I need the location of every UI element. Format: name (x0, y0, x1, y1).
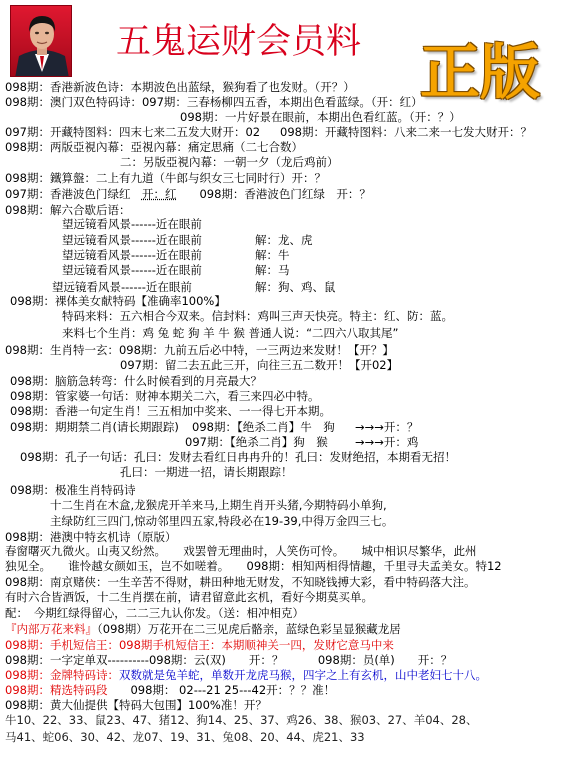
text-line (5, 683, 335, 697)
text-line (5, 730, 365, 744)
text-line (62, 326, 399, 340)
highlight-text: 098期：精选特码段 (5, 683, 108, 697)
text-line (62, 217, 202, 231)
text-line (10, 294, 226, 308)
line-text: 098期：开藏特图料：八来二来一七发大财开：？ (280, 125, 532, 139)
riddle-answer: 解：狗、鸡、鼠 (255, 280, 336, 294)
text-line (5, 140, 303, 154)
line-text: 097期：香港波色门绿红 (5, 187, 142, 201)
line-text: 098期：香港波色门红绿 开：？ (176, 187, 371, 201)
riddle-text: 望远镜看风景------近在眼前 (52, 280, 192, 294)
riddle-text: 望远镜看风景------近在眼前 (62, 263, 202, 277)
line-text: 098期：澳门双色特码诗：097期：三春杨柳四五香，本期出色看蓝绿。（开：红） (5, 95, 423, 109)
line-text: 098期：黄大仙提供【特码大包围】100%准！开？ (5, 698, 267, 712)
text-line (192, 420, 335, 434)
text-line (120, 465, 293, 479)
riddle-answer: 解：龙、虎 (255, 233, 313, 247)
line-text: 098期：裸体美女献特码【准确率100%】 (10, 294, 226, 308)
genuine-badge: 正版 (420, 38, 540, 108)
poem-text: 主绿防红三四门,惊动邻里四五家,特段必在19-39,中得万金四三七。 (50, 514, 394, 528)
text-line (255, 263, 290, 277)
riddle-text: 望远镜看风景------近在眼前 (62, 233, 202, 247)
line-text: 097期：开藏特图料：四末七来二五发大财开：02 (5, 125, 261, 139)
line-text: 098期：一字定单双----------098期：云(双) 开：？ 098期：员(单) 开：？ (5, 653, 453, 667)
number-list: 马41、蛇06、30、42、龙07、19、31、兔08、20、44、虎21、33 (5, 730, 365, 744)
line-text: 098期：管家婆一句话：财神本期关二六，看三来四必中特。 (10, 389, 320, 403)
line-text: 有时六合皆酒饭，十二生肖摆在前，请君留意此玄机，看好今期莫买单。 (5, 590, 373, 604)
text-line (5, 622, 401, 636)
text-line (5, 203, 130, 217)
text-line (5, 187, 371, 201)
line-text: 098期：生肖特一玄：098期：九前五后必中特，一三两边来发财！【开？】 (5, 343, 394, 357)
highlight-text: 『内部万花来料』 (5, 622, 97, 636)
text-line (5, 638, 394, 652)
text-line (10, 404, 331, 418)
riddle-answer: 解：马 (255, 263, 290, 277)
text-line (5, 668, 487, 682)
text-line (255, 248, 290, 262)
text-line (5, 606, 304, 620)
text-line (180, 110, 461, 124)
line-text: 098期：【绝杀二肖】牛 狗 (192, 420, 335, 434)
text-line (50, 498, 387, 512)
portrait-photo (10, 5, 72, 77)
line-text: 二：另版亞視內幕：一朝一夕（龙后鸡前） (120, 155, 339, 169)
text-line (50, 514, 393, 528)
text-line (5, 95, 423, 109)
line-text: （098期）万花开在二三见虎后骼亲，蓝绿色彩呈显猴藏龙居 (97, 622, 401, 636)
result-text: →→→开：？ (355, 420, 419, 434)
text-line (280, 125, 532, 139)
text-line (10, 389, 319, 403)
line-text: 来料七个生肖：鸡 兔 蛇 狗 羊 牛 猴 普通人说：“二四六八取其尾” (62, 326, 399, 340)
text-line (5, 653, 452, 667)
page-title: 五鬼运财会员料 (116, 22, 362, 62)
line-text: 098期：极准生肖特码诗 (10, 483, 136, 497)
line-text: 098期：孔子一句话：孔曰：发财去看红日冉冉升的！孔曰：发财绝招，本期看无招！ (20, 450, 456, 464)
riddle-answer: 解：牛 (255, 248, 290, 262)
poem-text: 独见全。 谁怜越女颜如玉，岂不如嗟着。 098期：相知两相得情趣，千里寻夫孟美女。特12 (5, 559, 502, 573)
highlight-text: 098期：金牌特码诗： (5, 668, 119, 682)
text-line (10, 483, 135, 497)
text-line (52, 280, 192, 294)
text-line (10, 374, 262, 388)
text-line (10, 420, 179, 434)
text-line (5, 575, 475, 589)
text-line (355, 420, 418, 434)
line-text: 098期：香港新波色诗：本期波色出蓝绿，猴狗看了也发财。（开？） (5, 80, 355, 94)
result-text: 开：红 (141, 187, 177, 201)
text-line (5, 171, 326, 185)
text-line (62, 233, 202, 247)
text-line (62, 248, 202, 262)
text-line (5, 530, 176, 544)
result-text: →→→开：鸡 (355, 435, 419, 449)
text-line (5, 590, 373, 604)
number-list: 牛10、22、33、鼠23、47、猪12、狗14、25、37、鸡26、38、猴03、27、羊04、28、 (5, 713, 478, 727)
line-text: 098期：港澳中特玄机诗（原版） (5, 530, 177, 544)
line-text: 098期：脑筋急转弯：什么时候看到的月亮最大？ (10, 374, 262, 388)
highlight-text: 双数就是兔羊蛇，单数开龙虎马猴，四字之上有玄机，山中老妇七十八。 (118, 668, 487, 682)
text-line (355, 435, 418, 449)
poem-text: 十二生肖在木盒,龙猴虎开羊来马,上期生肖开头猪,今期特码小单狗, (50, 498, 387, 512)
line-text: 配： 今期红绿得留心，二二三九认你发。（送：相冲相克） (5, 606, 304, 620)
line-text: 098期：解六合歇后语： (5, 203, 131, 217)
line-text: 098期：两版亞視內幕：亞視內幕：痛定思痛（二七合数） (5, 140, 303, 154)
line-text: 孔曰：一期进一招，请长期跟踪！ (120, 465, 293, 479)
line-text: 098期：香港一句定生肖！三五相加中奖来、一一得七开本期。 (10, 404, 331, 418)
line-text: 098期：南京赌侠：一生辛苦不得财，耕田种地无财发，不知晓钱搏大彩，看中特码落大注。 (5, 575, 476, 589)
text-line (255, 233, 313, 247)
text-line (5, 80, 355, 94)
text-line (255, 280, 336, 294)
text-line (5, 343, 394, 357)
line-text: 特码来料：五六相合今双来。信封料：鸡叫三声天快亮。特主：红、防：蓝。 (62, 309, 453, 323)
text-line (120, 155, 339, 169)
highlight-text: 098期：手机短信王：098期手机短信王：本期顺神关一四，发财它意马中来 (5, 638, 394, 652)
line-text: 098期：鐵算盤：二上有九道（牛郎与织女三七同时行）开：？ (5, 171, 326, 185)
text-line (5, 559, 502, 573)
text-line (5, 698, 267, 712)
line-text: 098期： 02---21 25---42开：？？准！ (107, 683, 336, 697)
line-text: 097期：留二去五此三开，向往三五二数开！【开02】 (120, 358, 399, 372)
line-text: 097期：【绝杀二肖】狗 猴 (185, 435, 328, 449)
line-text: 098期：期期禁二肖(请长期跟踪) (10, 420, 179, 434)
text-line (185, 435, 328, 449)
poem-text: 春窗曙灭九微火。山夷又纷然。 戏罢曾无理曲时，人笑伤可怜。 城中相识尽繁华，此州 (5, 544, 477, 558)
text-line (62, 263, 202, 277)
text-line (62, 309, 453, 323)
portrait-image (11, 6, 72, 77)
riddle-text: 望远镜看风景------近在眼前 (62, 217, 202, 231)
text-line (120, 358, 398, 372)
text-line (5, 125, 260, 139)
text-line (5, 713, 478, 727)
riddle-text: 望远镜看风景------近在眼前 (62, 248, 202, 262)
text-line (20, 450, 456, 464)
line-text: 098期：一片好景在眼前，本期出色看红蓝。（开：？） (180, 110, 461, 124)
text-line (5, 544, 477, 558)
